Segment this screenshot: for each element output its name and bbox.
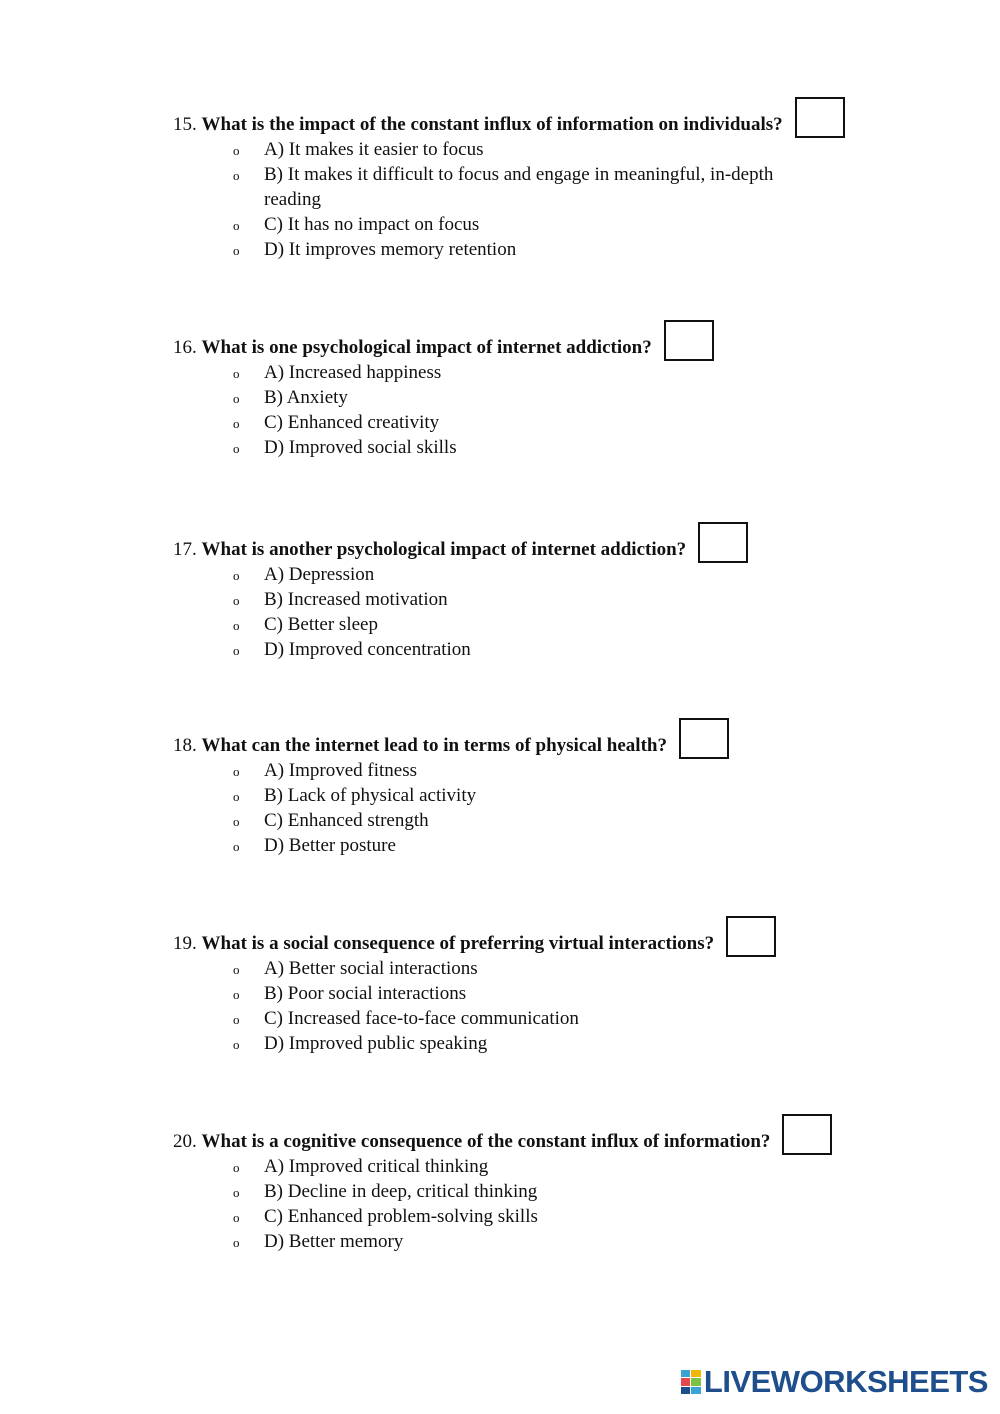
option-d: o D) Better posture	[173, 833, 834, 858]
bullet: o	[233, 814, 240, 829]
option-list	[173, 137, 845, 262]
option-b: o B) Increased motivation	[173, 587, 834, 612]
option-d: o D) Improved concentration	[173, 637, 834, 662]
logo-tile	[691, 1378, 701, 1385]
bullet: o	[233, 643, 240, 658]
liveworksheets-brand[interactable]	[681, 1364, 988, 1400]
bullet: o	[233, 1185, 240, 1200]
question-number: 18.	[173, 735, 197, 756]
bullet: o	[233, 1012, 240, 1027]
question-text: What is a social consequence of preferring virtual interactions?	[201, 933, 715, 954]
question-number: 20.	[173, 1131, 197, 1152]
question-19	[173, 916, 834, 1056]
bullet: o	[233, 391, 240, 406]
bullet: o	[233, 366, 240, 381]
bullet: o	[233, 218, 240, 233]
question-text: What is the impact of the constant influx of information on individuals?	[201, 114, 783, 135]
option-a: o A) Better social interactions	[173, 956, 834, 981]
bullet: o	[233, 618, 240, 633]
option-d: o D) It improves memory retention	[173, 237, 834, 262]
bullet: o	[233, 1210, 240, 1225]
answer-box[interactable]	[795, 97, 845, 138]
answer-box[interactable]	[664, 320, 714, 361]
answer-box[interactable]	[782, 1114, 832, 1155]
bullet: o	[233, 416, 240, 431]
option-c: o C) Increased face-to-face communication	[173, 1006, 834, 1031]
logo-tile	[681, 1370, 691, 1377]
option-a: o A) It makes it easier to focus	[173, 137, 834, 162]
question-number: 15.	[173, 114, 197, 135]
bullet: o	[233, 143, 240, 158]
bullet: o	[233, 168, 240, 183]
question-15	[173, 97, 845, 262]
option-d: o D) Improved public speaking	[173, 1031, 834, 1056]
bullet: o	[233, 568, 240, 583]
question-text: What is another psychological impact of internet addiction?	[201, 539, 687, 560]
option-b: o B) Decline in deep, critical thinking	[173, 1179, 834, 1204]
logo-tile	[691, 1370, 701, 1377]
option-a: o A) Increased happiness	[173, 360, 834, 385]
bullet: o	[233, 839, 240, 854]
option-list	[173, 360, 834, 460]
question-number: 17.	[173, 539, 197, 560]
answer-box[interactable]	[726, 916, 776, 957]
option-list	[173, 1154, 834, 1254]
question-number: 19.	[173, 933, 197, 954]
question-20	[173, 1114, 834, 1254]
option-b: o B) Lack of physical activity	[173, 783, 834, 808]
option-a: o A) Improved fitness	[173, 758, 834, 783]
bullet: o	[233, 1037, 240, 1052]
option-b: o B) It makes it difficult to focus and engage in meaningful, in-depth reading	[233, 164, 774, 210]
option-b: o B) Anxiety	[173, 385, 834, 410]
bullet: o	[233, 593, 240, 608]
option-c: o C) Better sleep	[173, 612, 834, 637]
option-list	[173, 758, 834, 858]
bullet: o	[233, 1160, 240, 1175]
bullet: o	[233, 789, 240, 804]
bullet: o	[233, 987, 240, 1002]
question-text: What can the internet lead to in terms of physical health?	[201, 735, 667, 756]
option-c: o C) It has no impact on focus	[173, 212, 834, 237]
logo-tile	[681, 1387, 691, 1394]
option-a: o A) Depression	[173, 562, 834, 587]
question-text: What is one psychological impact of internet addiction?	[201, 337, 652, 358]
liveworksheets-logo-icon	[681, 1370, 701, 1394]
option-b: o B) Poor social interactions	[173, 981, 834, 1006]
logo-tile	[681, 1378, 691, 1385]
option-list	[173, 956, 834, 1056]
question-number: 16.	[173, 337, 197, 358]
option-d: o D) Improved social skills	[173, 435, 834, 460]
brand-name: LIVEWORKSHEETS	[703, 1364, 988, 1399]
option-d: o D) Better memory	[173, 1229, 834, 1254]
bullet: o	[233, 441, 240, 456]
option-list	[173, 562, 834, 662]
logo-tile	[691, 1387, 701, 1394]
answer-box[interactable]	[679, 718, 729, 759]
bullet: o	[233, 243, 240, 258]
question-16	[173, 320, 834, 460]
option-c: o C) Enhanced problem-solving skills	[173, 1204, 834, 1229]
question-text: What is a cognitive consequence of the constant influx of information?	[201, 1131, 771, 1152]
option-a: o A) Improved critical thinking	[173, 1154, 834, 1179]
option-c: o C) Enhanced creativity	[173, 410, 834, 435]
bullet: o	[233, 1235, 240, 1250]
question-18	[173, 718, 834, 858]
bullet: o	[233, 962, 240, 977]
bullet: o	[233, 764, 240, 779]
answer-box[interactable]	[698, 522, 748, 563]
option-c: o C) Enhanced strength	[173, 808, 834, 833]
question-17	[173, 522, 834, 662]
